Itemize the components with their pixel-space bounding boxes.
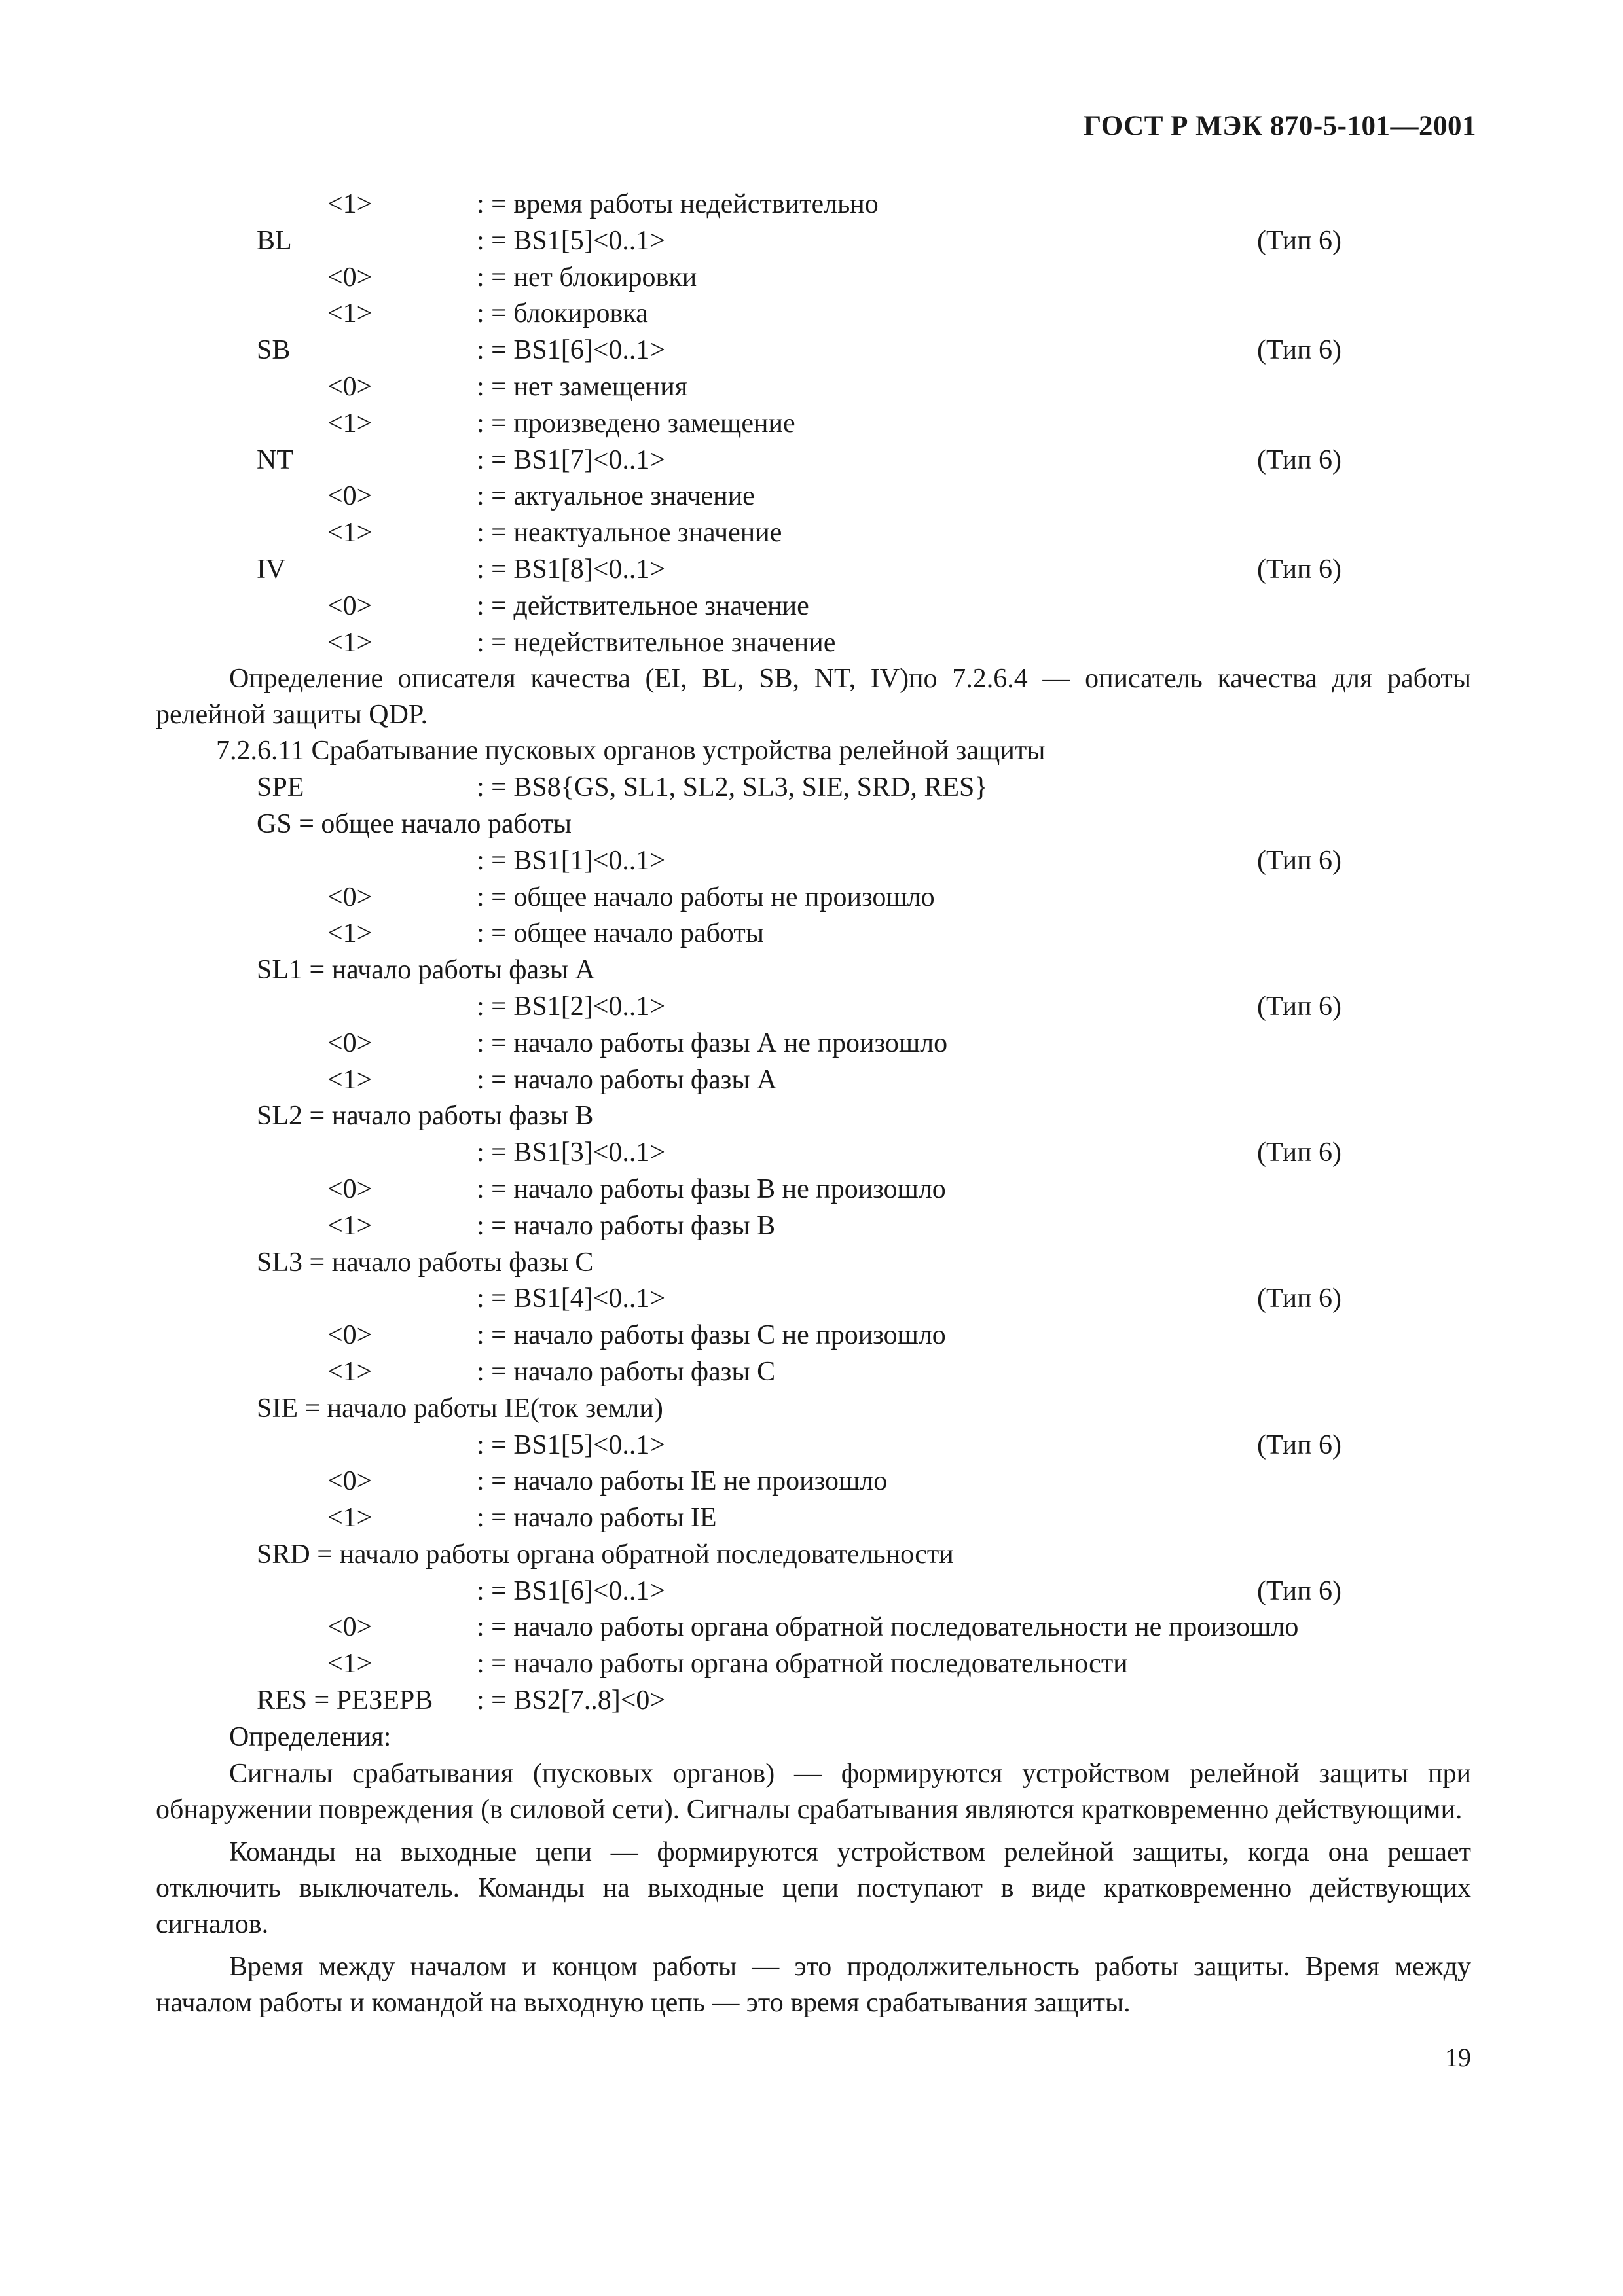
field-name: SB xyxy=(257,335,291,366)
definition-row xyxy=(0,406,1623,442)
field-name: <1> xyxy=(327,1649,373,1679)
field-definition: : = BS1[5]<0..1> xyxy=(477,1429,666,1460)
field-name: <1> xyxy=(327,298,373,329)
definition-row xyxy=(0,1537,1623,1573)
field-type: (Тип 6) xyxy=(1257,444,1342,475)
field-definition: : = нет замещения xyxy=(477,371,688,402)
bit-label: SL1 = начало работы фазы А xyxy=(257,955,595,986)
definition-row xyxy=(0,880,1623,916)
definitions-label-row xyxy=(0,1719,1623,1756)
field-name: <1> xyxy=(327,408,373,439)
definition-row xyxy=(0,1062,1623,1099)
section-heading-row xyxy=(0,733,1623,770)
definitions-paragraphs xyxy=(0,1756,1623,2021)
field-type: (Тип 6) xyxy=(1257,845,1342,876)
field-definition: : = BS1[5]<0..1> xyxy=(477,225,666,256)
field-name: <0> xyxy=(327,1612,373,1643)
quality-bits-list xyxy=(0,187,1623,661)
definition-paragraph: Команды на выходные цепи — формируются устройством релейной защиты, когда она решает отключить выключатель. Команды на выходные цепи поступают в виде кратковременно действующих сигналов. xyxy=(156,1837,1471,1939)
field-name: <0> xyxy=(327,262,373,293)
field-type: (Тип 6) xyxy=(1257,554,1342,584)
definition-row xyxy=(0,1500,1623,1537)
definition-row xyxy=(0,625,1623,662)
definition-row xyxy=(0,296,1623,332)
definition-row xyxy=(0,770,1623,806)
definition-row xyxy=(0,515,1623,552)
definition-row xyxy=(0,806,1623,843)
field-name: <1> xyxy=(327,627,373,658)
definition-row xyxy=(0,1208,1623,1245)
definition-row xyxy=(0,1098,1623,1135)
field-type: (Тип 6) xyxy=(1257,1575,1342,1606)
field-name: <1> xyxy=(327,1210,373,1241)
document-header: ГОСТ Р МЭК 870-5-101—2001 xyxy=(1083,111,1476,141)
definition-row xyxy=(0,1573,1623,1610)
field-definition: : = BS1[1]<0..1> xyxy=(477,845,666,876)
definition-row xyxy=(0,1683,1623,1719)
field-name: <0> xyxy=(327,481,373,512)
field-definition: : = начало работы органа обратной последовательности xyxy=(477,1649,1128,1679)
definition-row xyxy=(0,1463,1623,1500)
field-definition: : = действительное значение xyxy=(477,590,809,621)
definition-paragraph: Сигналы срабатывания (пусковых органов) — формируются устройством релейной защиты при обнаружении повреждения (в силовой сети). Сигналы срабатывания являются кратковременно действующими. xyxy=(156,1758,1471,1825)
field-name: RES = РЕЗЕРВ xyxy=(257,1685,433,1716)
definition-row xyxy=(0,1245,1623,1282)
field-definition: : = произведено замещение xyxy=(477,408,795,439)
field-definition: : = начало работы IE не произошло xyxy=(477,1466,888,1497)
field-name: <1> xyxy=(327,518,373,548)
field-name: <0> xyxy=(327,1466,373,1497)
field-definition: : = начало работы фазы В не произошло xyxy=(477,1174,946,1204)
field-name: <0> xyxy=(327,590,373,621)
bit-label: SRD = начало работы органа обратной последовательности xyxy=(257,1539,954,1570)
definition-row xyxy=(0,989,1623,1026)
field-name: <0> xyxy=(327,1174,373,1204)
field-definition: : = начало работы IE xyxy=(477,1503,717,1534)
definition-row xyxy=(0,223,1623,260)
field-name: <1> xyxy=(327,1064,373,1095)
field-definition: : = актуальное значение xyxy=(477,481,755,512)
field-name: <1> xyxy=(327,918,373,949)
definition-row xyxy=(0,1391,1623,1427)
quality-descriptor-paragraph: Определение описателя качества (EI, BL, SB, NT, IV)по 7.2.6.4 — описатель качества для работы релейной защиты QDP. xyxy=(156,664,1471,730)
definition-row xyxy=(0,369,1623,406)
field-definition: : = время работы недействительно xyxy=(477,189,879,219)
field-definition: : = BS8{GS, SL1, SL2, SL3, SIE, SRD, RES} xyxy=(477,772,988,803)
spe-bits-list xyxy=(0,770,1623,1719)
field-name: IV xyxy=(257,554,286,584)
field-definition: : = BS1[3]<0..1> xyxy=(477,1138,666,1168)
definition-row xyxy=(0,1646,1623,1683)
definition-row xyxy=(0,1609,1623,1646)
bit-label: SIE = начало работы IE(ток земли) xyxy=(257,1393,663,1424)
field-definition: : = BS2[7..8]<0> xyxy=(477,1685,666,1716)
field-definition: : = недействительное значение xyxy=(477,627,836,658)
definition-row xyxy=(0,1172,1623,1208)
definitions-label: Определения: xyxy=(229,1721,392,1752)
definition-row xyxy=(0,478,1623,515)
definition-row xyxy=(0,1318,1623,1354)
field-type: (Тип 6) xyxy=(1257,225,1342,256)
field-definition: : = начало работы фазы А не произошло xyxy=(477,1028,948,1058)
field-definition: : = BS1[8]<0..1> xyxy=(477,554,666,584)
field-name: <0> xyxy=(327,1028,373,1058)
field-name: <1> xyxy=(327,189,373,219)
field-type: (Тип 6) xyxy=(1257,335,1342,366)
definition-row xyxy=(0,1281,1623,1318)
bit-label: SL3 = начало работы фазы С xyxy=(257,1247,594,1278)
field-name: <1> xyxy=(327,1356,373,1387)
field-type: (Тип 6) xyxy=(1257,1138,1342,1168)
field-definition: : = BS1[4]<0..1> xyxy=(477,1283,666,1314)
definition-row xyxy=(0,332,1623,369)
section-heading: 7.2.6.11 Срабатывание пусковых органов устройства релейной защиты xyxy=(216,736,1046,766)
field-type: (Тип 6) xyxy=(1257,1283,1342,1314)
field-definition: : = BS1[7]<0..1> xyxy=(477,444,666,475)
field-definition: : = нет блокировки xyxy=(477,262,697,293)
field-definition: : = начало работы фазы А xyxy=(477,1064,777,1095)
field-definition: : = блокировка xyxy=(477,298,648,329)
field-definition: : = BS1[6]<0..1> xyxy=(477,335,666,366)
definition-paragraph: Время между началом и концом работы — это продолжительность работы защиты. Время между началом работы и командой на выходную цепь — это время срабатывания защиты. xyxy=(156,1951,1471,2018)
field-definition: : = начало работы фазы В xyxy=(477,1210,776,1241)
bit-label: GS = общее начало работы xyxy=(257,808,572,839)
field-definition: : = общее начало работы не произошло xyxy=(477,882,935,912)
field-name: BL xyxy=(257,225,292,256)
definition-row xyxy=(0,187,1623,223)
definition-row xyxy=(0,1354,1623,1391)
field-definition: : = BS1[2]<0..1> xyxy=(477,991,666,1022)
field-definition: : = начало работы фазы С xyxy=(477,1356,776,1387)
definition-row xyxy=(0,843,1623,880)
field-definition: : = общее начало работы xyxy=(477,918,764,949)
definition-row xyxy=(0,588,1623,625)
field-definition: : = начало работы органа обратной последовательности не произошло xyxy=(477,1612,1299,1643)
definition-row xyxy=(0,552,1623,588)
field-definition: : = BS1[6]<0..1> xyxy=(477,1575,666,1606)
field-name: NT xyxy=(257,444,293,475)
field-definition: : = неактуальное значение xyxy=(477,518,782,548)
definition-row xyxy=(0,1427,1623,1464)
definition-row xyxy=(0,1135,1623,1172)
definition-row xyxy=(0,916,1623,952)
bit-label: SL2 = начало работы фазы В xyxy=(257,1101,594,1132)
field-name: <0> xyxy=(327,371,373,402)
field-name: <0> xyxy=(327,1320,373,1351)
field-name: <0> xyxy=(327,882,373,912)
field-type: (Тип 6) xyxy=(1257,1429,1342,1460)
page-content xyxy=(0,187,1623,2028)
field-type: (Тип 6) xyxy=(1257,991,1342,1022)
field-name: SPE xyxy=(257,772,304,803)
definition-row xyxy=(0,952,1623,989)
definition-row xyxy=(0,260,1623,296)
page-number: 19 xyxy=(1445,2043,1471,2072)
definition-row xyxy=(0,1026,1623,1062)
field-name: <1> xyxy=(327,1503,373,1534)
definition-row xyxy=(0,442,1623,479)
field-definition: : = начало работы фазы С не произошло xyxy=(477,1320,946,1351)
